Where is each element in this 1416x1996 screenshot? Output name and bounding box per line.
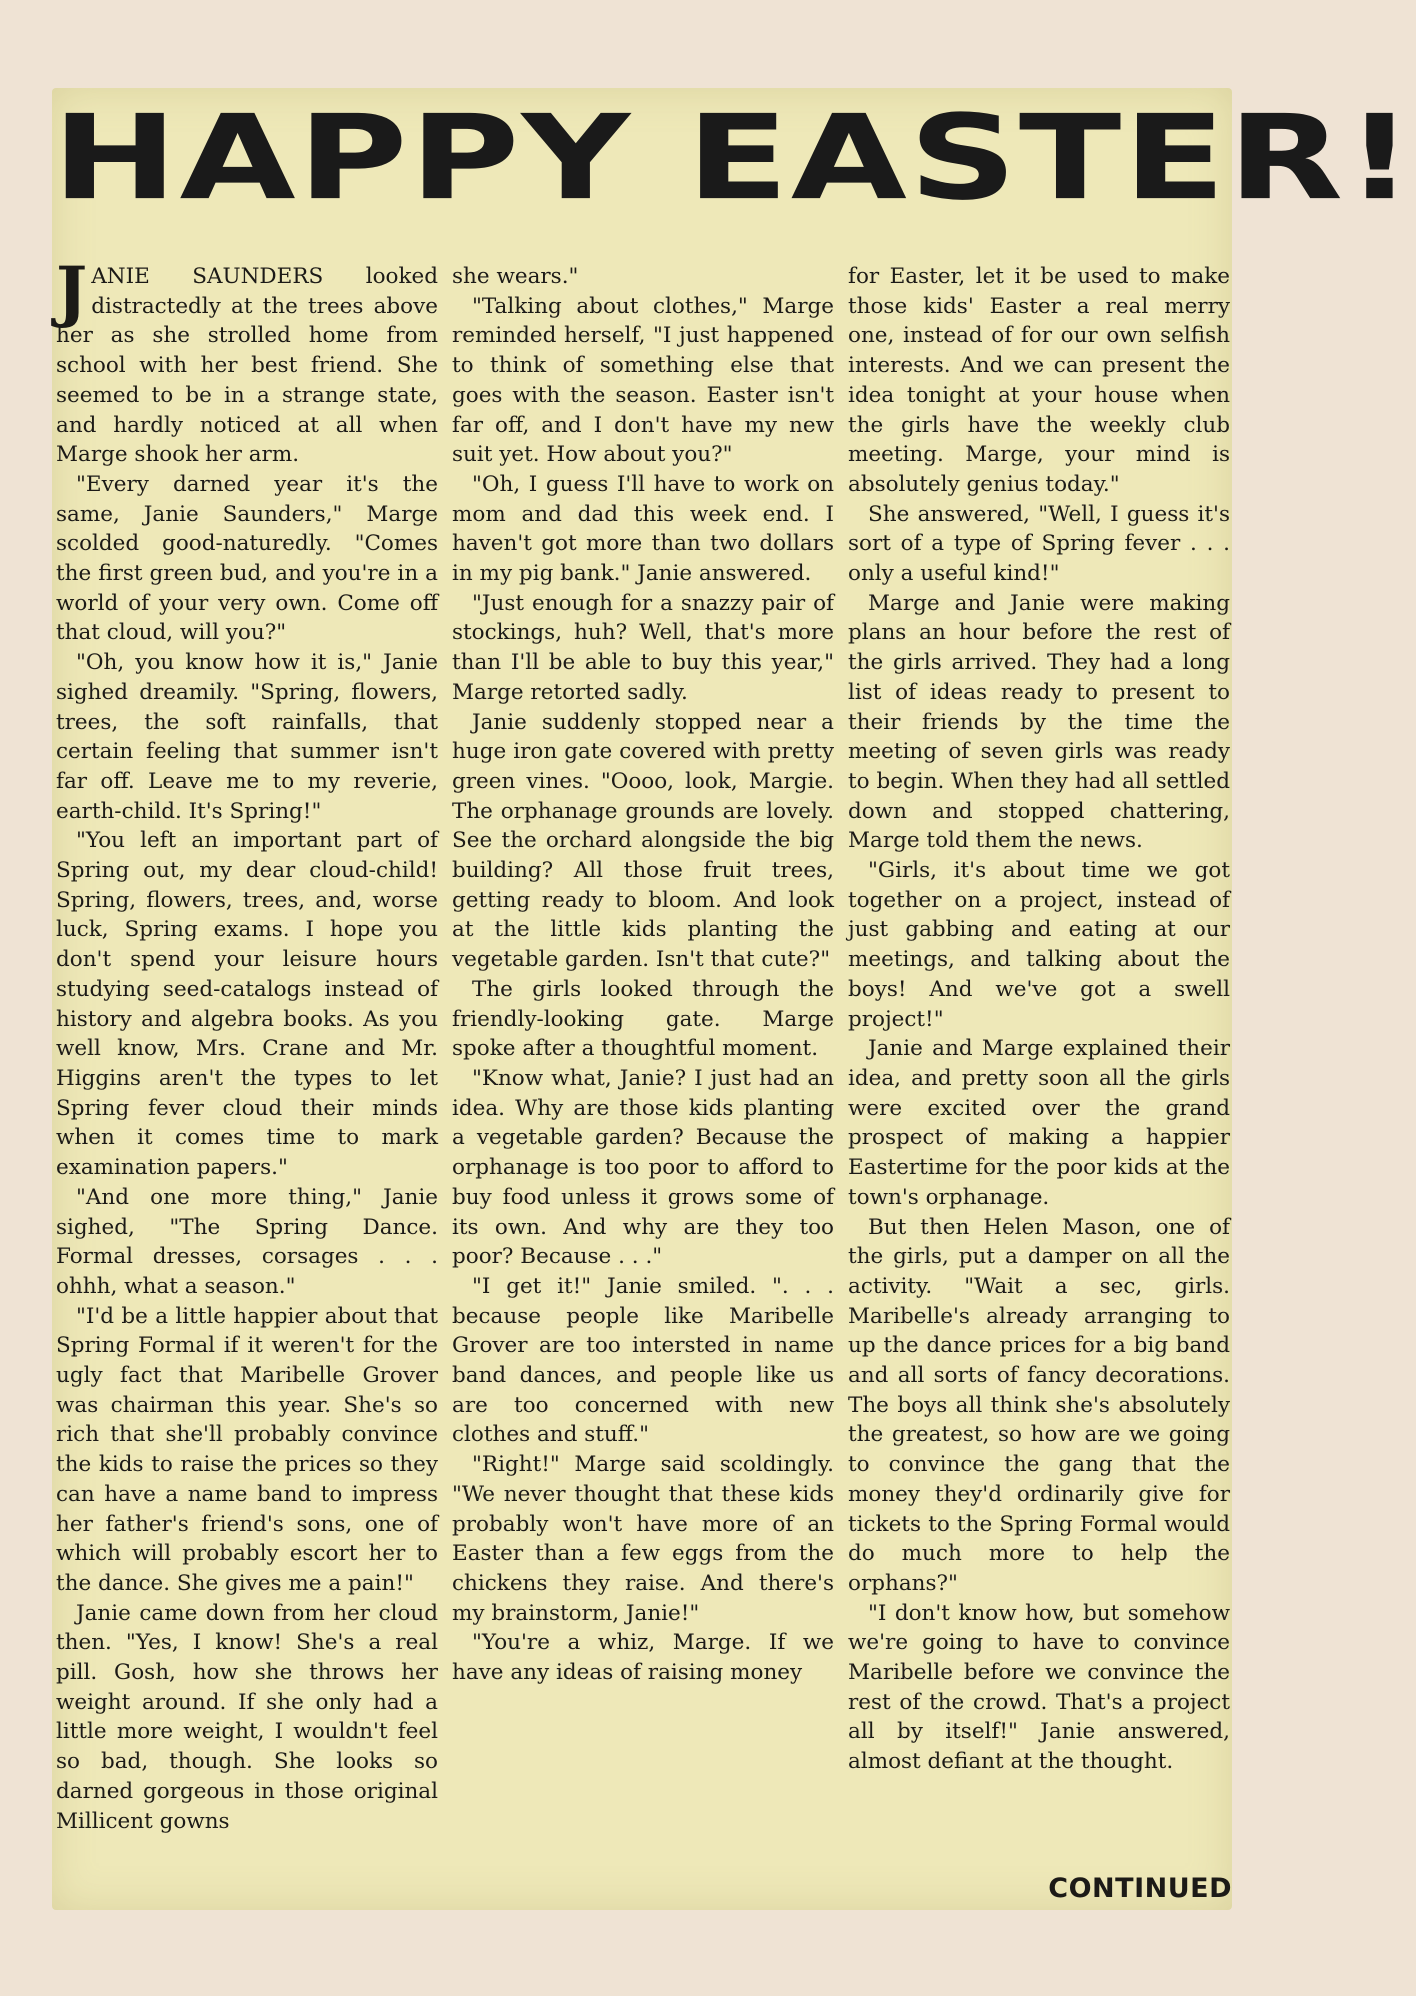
paragraph: "You're a whiz, Marge. If we have any ideas of raising money	[452, 1630, 834, 1686]
headline: HAPPY EASTER!	[52, 90, 1416, 227]
paragraph: "I don't know how, but somehow we're going to have to convince Maribelle before we convince the rest of the crowd. That's a project all by itself!" Janie answered, almost defiant at the thought.	[848, 1600, 1230, 1775]
drop-cap: J	[56, 252, 88, 330]
paragraph: "Talking about clothes," Marge reminded herself, "I just happened to think of something else that goes with the season. Easter isn't far off, and I don't have my new suit yet. How about you?"	[452, 293, 834, 468]
paragraph: "Every darned year it's the same, Janie Saunders," Marge scolded good-naturedly. "Comes the first green bud, and you're in a world of your very own. Come off that cloud, will you?"	[56, 471, 438, 646]
continued-label: CONTINUED	[1048, 1873, 1232, 1904]
paragraph	[56, 252, 438, 470]
text-column-1	[56, 252, 438, 1882]
paragraph: "Just enough for a snazzy pair of stockings, huh? Well, that's more than I'll be able to buy this year," Marge retorted sadly.	[452, 590, 834, 705]
paragraph: "Oh, you know how it is," Janie sighed dreamily. "Spring, flowers, trees, the soft rainfalls, that certain feeling that summer isn't far off. Leave me to my reverie, earth-child. It's Spring!"	[56, 650, 438, 824]
paragraph: she wears."	[452, 264, 579, 289]
paragraph: "Know what, Janie? I just had an idea. Why are those kids planting a vegetable garden? Because the orphanage is too poor to afford to buy food unless it grows some of its own. And why are they too poor? Because . . ."	[452, 1065, 834, 1270]
paragraph: Janie came down from her cloud then. "Yes, I know! She's a real pill. Gosh, how she throws her weight around. If she only had a little more weight, I wouldn't feel so bad, though. She looks so darned gorgeous in those original Millicent gowns	[56, 1600, 438, 1834]
paragraph: She answered, "Well, I guess it's sort of a type of Spring fever . . . only a useful kind!"	[848, 501, 1230, 587]
paragraph: "Girls, it's about time we got together on a project, instead of just gabbing and eating at our meetings, and talking about the boys! And we've got a swell project!"	[848, 858, 1230, 1032]
text-column-3	[848, 262, 1230, 1882]
paragraph: "And one more thing," Janie sighed, "The Spring Dance. Formal dresses, corsages . . . ohhh, what a season."	[56, 1184, 438, 1299]
text-column-2	[452, 262, 834, 1882]
paragraph: "You left an important part of Spring out, my dear cloud-child! Spring, flowers, trees, and, worse luck, Spring exams. I hope you don't spend your leisure hours studying seed-catalogs instead of history and algebra books. As you well know, Mrs. Crane and Mr. Higgins aren't the types to let Spring fever cloud their minds when it comes time to mark examination papers."	[56, 828, 438, 1181]
paragraph: The girls looked through the friendly-looking gate. Marge spoke after a thoughtful moment.	[452, 976, 834, 1062]
paragraph: Janie and Marge explained their idea, and pretty soon all the girls were excited over the grand prospect of making a happier Eastertime for the poor kids at the town's orphanage.	[848, 1036, 1230, 1210]
opening-words: ANIE SAUNDERS	[91, 264, 324, 289]
paragraph: "I get it!" Janie smiled. ". . . because people like Maribelle Grover are too intersted in name band dances, and people like us are too concerned with new clothes and stuff."	[452, 1273, 834, 1448]
paragraph: for Easter, let it be used to make those kids' Easter a real merry one, instead of for our own selfish interests. And we can present the idea tonight at your house when the girls have the weekly club meeting. Marge, your mind is absolutely genius today."	[848, 264, 1230, 497]
paragraph: "Right!" Marge said scoldingly. "We never thought that these kids probably won't have more of an Easter than a few eggs from the chickens they raise. And there's my brainstorm, Janie!"	[452, 1452, 834, 1626]
paragraph: Marge and Janie were making plans an hour before the rest of the girls arrived. They had a long list of ideas ready to present to their friends by the time the meeting of seven girls was ready to begin. When they had all settled down and stopped chattering, Marge told them the news.	[848, 590, 1230, 854]
paragraph-text: looked distractedly at the trees above her as she strolled home from school with her best friend. She seemed to be in a strange state, and hardly noticed at all when Marge shook her arm.	[56, 264, 438, 468]
paragraph: But then Helen Mason, one of the girls, put a damper on all the activity. "Wait a sec, girls. Maribelle's already arranging to up the dance prices for a big band and all sorts of fancy decorations. The boys all think she's absolutely the greatest, so how are we going to convince the gang that the money they'd ordinarily give for tickets to the Spring Formal would do much more to help the orphans?"	[848, 1214, 1230, 1596]
paragraph: Janie suddenly stopped near a huge iron gate covered with pretty green vines. "Oooo, look, Margie. The orphanage grounds are lovely. See the orchard alongside the big building? All those fruit trees, getting ready to bloom. And look at the little kids planting the vegetable garden. Isn't that cute?"	[452, 709, 834, 973]
paragraph: "I'd be a little happier about that Spring Formal if it weren't for the ugly fact that Maribelle Grover was chairman this year. She's so rich that she'll probably convince the kids to raise the prices so they can have a name band to impress her father's friend's sons, one of which will probably escort her to the dance. She gives me a pain!"	[56, 1303, 438, 1596]
paragraph: "Oh, I guess I'll have to work on mom and dad this week end. I haven't got more than two dollars in my pig bank." Janie answered.	[452, 471, 834, 587]
